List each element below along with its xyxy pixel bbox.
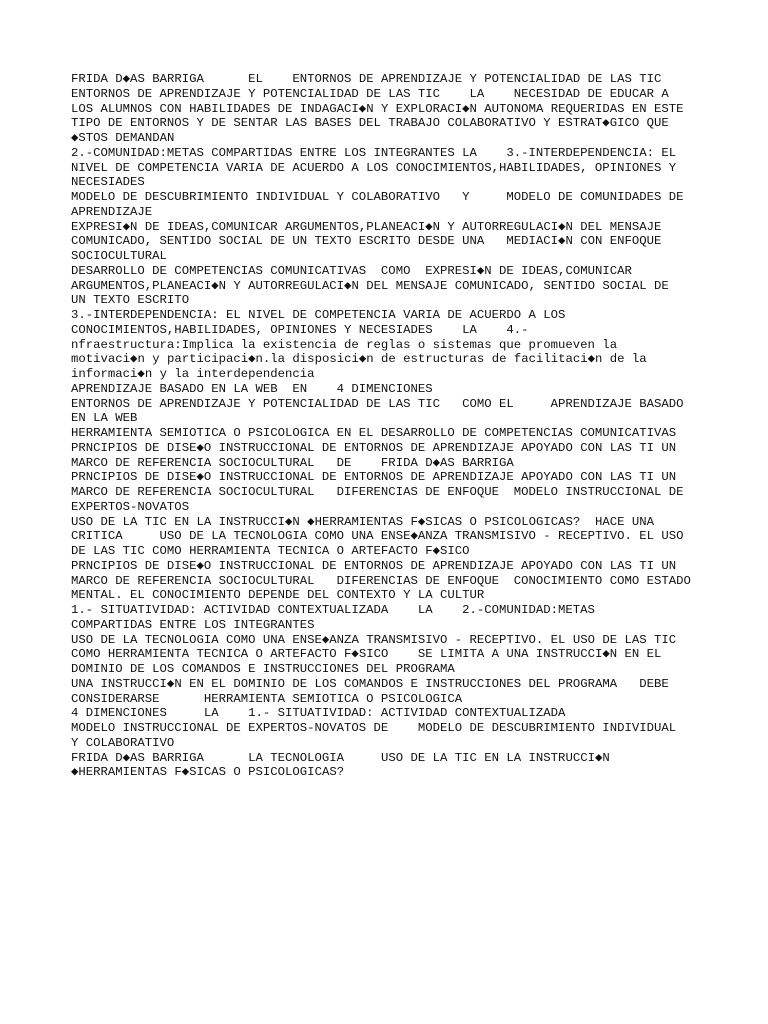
text-line: PRNCIPIOS DE DISE◆O INSTRUCCIONAL DE ENTORNOS DE APRENDIZAJE APOYADO CON LAS TI UN	[71, 440, 677, 455]
document-body	[71, 72, 711, 780]
text-line: PRNCIPIOS DE DISE◆O INSTRUCCIONAL DE ENTORNOS DE APRENDIZAJE APOYADO CON LAS TI UN	[71, 470, 677, 485]
text-line: SOCIOCULTURAL	[71, 249, 167, 263]
text-line: TIPO DE ENTORNOS Y DE SENTAR LAS BASES DEL TRABAJO COLABORATIVO Y ESTRAT◆GICO QUE	[71, 116, 669, 131]
text-line: NIVEL DE COMPETENCIA VARIA DE ACUERDO A LOS CONOCIMIENTOS,HABILIDADES, OPINIONES Y	[71, 160, 677, 175]
text-line: EXPERTOS-NOVATOS	[71, 499, 190, 514]
text-line: ENTORNOS DE APRENDIZAJE Y POTENCIALIDAD DE LAS TIC LA NECESIDAD DE EDUCAR A	[71, 86, 669, 101]
text-line: MODELO DE DESCUBRIMIENTO INDIVIDUAL Y COLABORATIVO Y MODELO DE COMUNIDADES DE	[71, 190, 684, 204]
text-line: CONOCIMIENTOS,HABILIDADES, OPINIONES Y NECESIADES LA 4.-	[71, 322, 529, 337]
text-line: 4 DIMENCIONES LA 1.- SITUATIVIDAD: ACTIVIDAD CONTEXTUALIZADA	[71, 706, 566, 721]
text-line: Y COLABORATIVO	[71, 735, 175, 750]
text-line: COMUNICADO, SENTIDO SOCIAL DE UN TEXTO ESCRITO DESDE UNA MEDIACI◆N CON ENFOQUE	[71, 234, 662, 249]
text-line: FRIDA D◆AS BARRIGA LA TECNOLOGIA USO DE LA TIC EN LA INSTRUCCI◆N	[71, 750, 610, 765]
text-line: LOS ALUMNOS CON HABILIDADES DE INDAGACI◆N Y EXPLORACI◆N AUTONOMA REQUERIDAS EN ESTE	[71, 101, 684, 116]
text-line: EXPRESI◆N DE IDEAS,COMUNICAR ARGUMENTOS,PLANEACI◆N Y AUTORREGULACI◆N DEL MENSAJE	[71, 219, 662, 234]
text-line: ◆STOS DEMANDAN	[71, 131, 175, 145]
text-line: CONSIDERARSE HERRAMIENTA SEMIOTICA O PSICOLOGICA	[71, 691, 463, 706]
text-line: APRENDIZAJE	[71, 204, 153, 219]
text-line: 1.- SITUATIVIDAD: ACTIVIDAD CONTEXTUALIZADA LA 2.-COMUNIDAD:METAS	[71, 603, 595, 617]
text-line: COMPARTIDAS ENTRE LOS INTEGRANTES	[71, 617, 315, 632]
text-line: UNA INSTRUCCI◆N EN EL DOMINIO DE LOS COMANDOS E INSTRUCCIONES DEL PROGRAMA DEBE	[71, 676, 669, 691]
text-line: HERRAMIENTA SEMIOTICA O PSICOLOGICA EN EL DESARROLLO DE COMPETENCIAS COMUNICATIVAS	[71, 426, 677, 440]
text-line: MARCO DE REFERENCIA SOCIOCULTURAL DIFERENCIAS DE ENFOQUE CONOCIMIENTO COMO ESTADO	[71, 573, 691, 588]
text-line: MENTAL. EL CONOCIMIENTO DEPENDE DEL CONTEXTO Y LA CULTUR	[71, 588, 485, 603]
text-line: PRNCIPIOS DE DISE◆O INSTRUCCIONAL DE ENTORNOS DE APRENDIZAJE APOYADO CON LAS TI UN	[71, 558, 677, 573]
text-line: 2.-COMUNIDAD:METAS COMPARTIDAS ENTRE LOS INTEGRANTES LA 3.-INTERDEPENDENCIA: EL	[71, 145, 677, 160]
text-line: CRITICA USO DE LA TECNOLOGIA COMO UNA ENSE◆ANZA TRANSMISIVO - RECEPTIVO. EL USO	[71, 529, 684, 544]
text-line: DE LAS TIC COMO HERRAMIENTA TECNICA O ARTEFACTO F◆SICO	[71, 544, 470, 558]
text-line: 3.-INTERDEPENDENCIA: EL NIVEL DE COMPETENCIA VARIA DE ACUERDO A LOS	[71, 308, 566, 322]
text-line: UN TEXTO ESCRITO	[71, 293, 190, 308]
text-line: DOMINIO DE LOS COMANDOS E INSTRUCCIONES DEL PROGRAMA	[71, 662, 455, 676]
text-line: APRENDIZAJE BASADO EN LA WEB EN 4 DIMENCIONES	[71, 381, 433, 396]
text-line: MARCO DE REFERENCIA SOCIOCULTURAL DIFERENCIAS DE ENFOQUE MODELO INSTRUCCIONAL DE	[71, 485, 684, 499]
text-line: ENTORNOS DE APRENDIZAJE Y POTENCIALIDAD DE LAS TIC COMO EL APRENDIZAJE BASADO	[71, 396, 684, 411]
text-line: nfraestructura:Implica la existencia de reglas o sistemas que promueven la	[71, 337, 618, 352]
text-line: COMO HERRAMIENTA TECNICA O ARTEFACTO F◆SICO SE LIMITA A UNA INSTRUCCI◆N EN EL	[71, 647, 662, 662]
text-line: USO DE LA TIC EN LA INSTRUCCI◆N ◆HERRAMIENTAS F◆SICAS O PSICOLOGICAS? HACE UNA	[71, 514, 655, 529]
text-line: informaci◆n y la interdependencia	[71, 367, 315, 381]
text-line: EN LA WEB	[71, 411, 138, 426]
text-line: MARCO DE REFERENCIA SOCIOCULTURAL DE FRIDA D◆AS BARRIGA	[71, 455, 514, 470]
text-line: MODELO INSTRUCCIONAL DE EXPERTOS-NOVATOS DE MODELO DE DESCUBRIMIENTO INDIVIDUAL	[71, 721, 677, 735]
text-line: motivaci◆n y participaci◆n.la disposici◆n de estructuras de facilitaci◆n de la	[71, 352, 647, 367]
text-line: NECESIADES	[71, 175, 145, 190]
text-line: DESARROLLO DE COMPETENCIAS COMUNICATIVAS COMO EXPRESI◆N DE IDEAS,COMUNICAR	[71, 263, 632, 278]
text-line: FRIDA D◆AS BARRIGA EL ENTORNOS DE APRENDIZAJE Y POTENCIALIDAD DE LAS TIC	[71, 72, 662, 86]
text-line: USO DE LA TECNOLOGIA COMO UNA ENSE◆ANZA TRANSMISIVO - RECEPTIVO. EL USO DE LAS TIC	[71, 632, 677, 647]
text-line: ◆HERRAMIENTAS F◆SICAS O PSICOLOGICAS?	[71, 765, 345, 780]
text-line: ARGUMENTOS,PLANEACI◆N Y AUTORREGULACI◆N DEL MENSAJE COMUNICADO, SENTIDO SOCIAL DE	[71, 278, 669, 293]
